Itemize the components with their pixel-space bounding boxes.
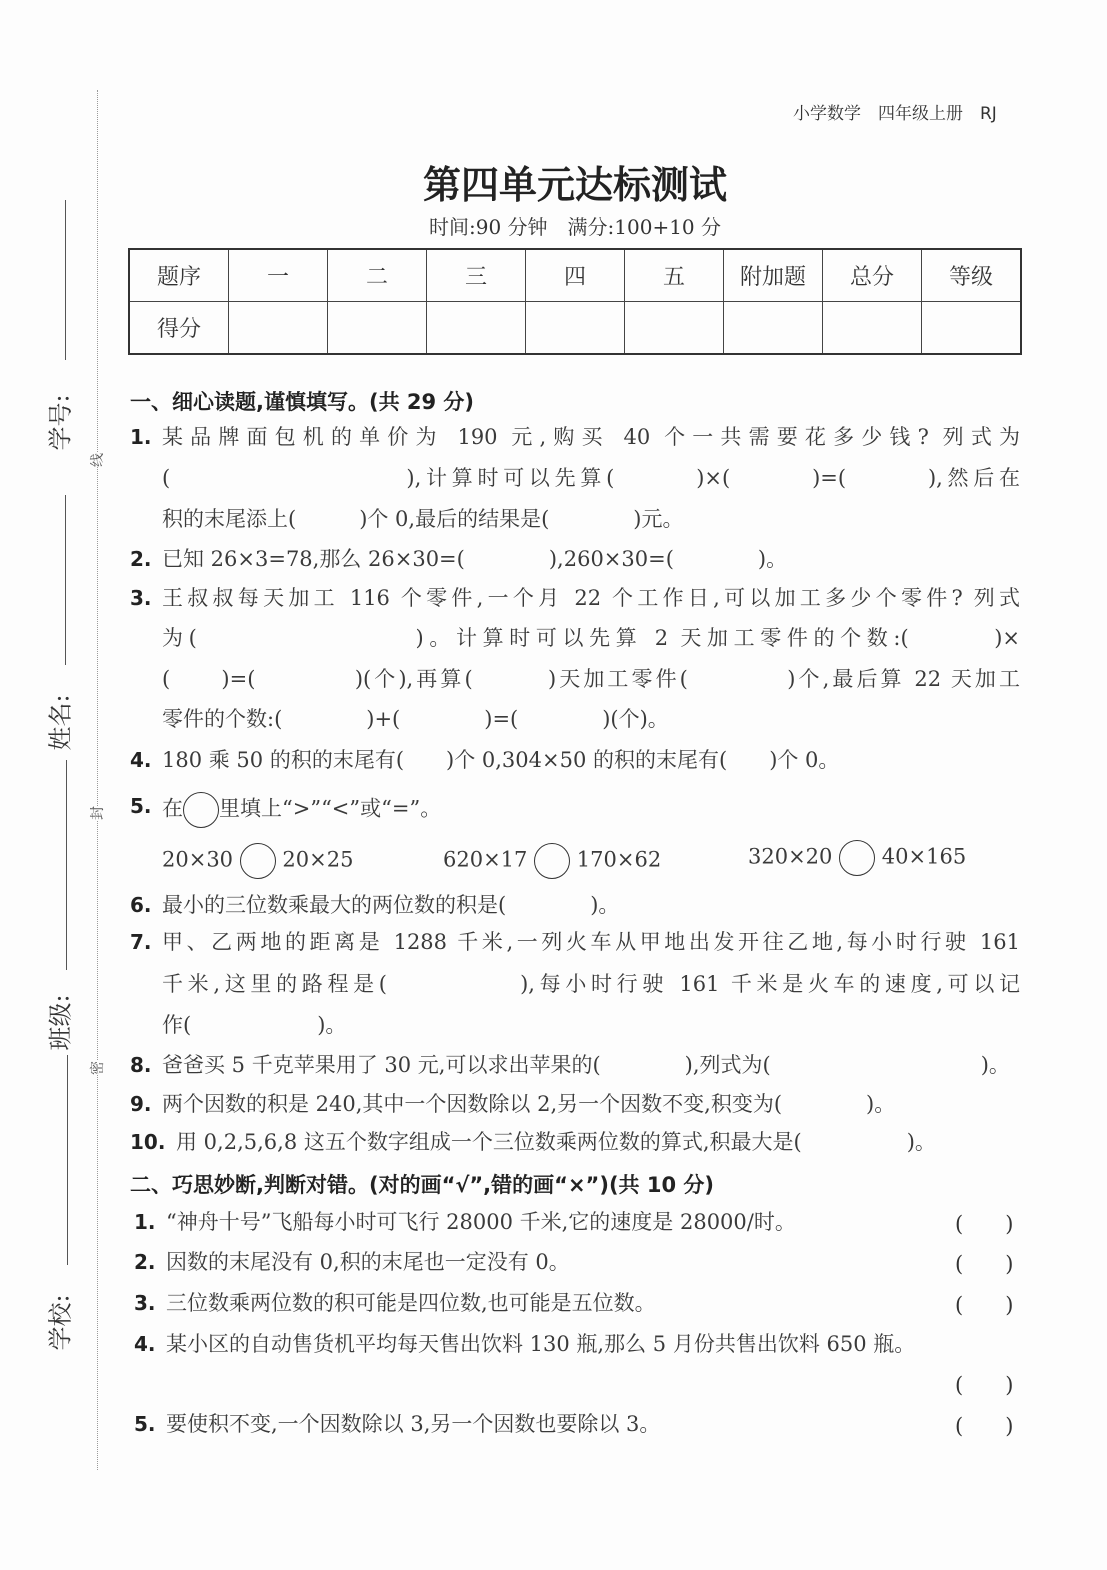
- compare-item: [443, 843, 661, 879]
- name-field[interactable]: [65, 495, 66, 665]
- table-cell: 三: [427, 249, 526, 302]
- question-text: “神舟十号”飞船每小时可飞行 28000 千米,它的速度是 28000/时。: [166, 1210, 796, 1234]
- question-text: 作( )。: [162, 1013, 347, 1037]
- section-heading: 二、巧思妙断,判断对错。(对的画“√”,错的画“×”)(共 10 分): [130, 1173, 714, 1197]
- subject-header: 小学数学 四年级上册 RJ: [793, 104, 997, 124]
- exam-info: 时间:90 分钟 满分:100+10 分: [428, 215, 722, 239]
- score-cell[interactable]: [328, 302, 427, 355]
- question-text: 两个因数的积是 240,其中一个因数除以 2,另一个因数不变,积变为( )。: [162, 1092, 896, 1116]
- question-number: 5.: [134, 1412, 156, 1436]
- question-number: 4.: [134, 1332, 156, 1356]
- question-text: 最小的三位数乘最大的两位数的积是( )。: [162, 893, 620, 917]
- name-label: 姓名:: [46, 694, 75, 751]
- question-text: 某品牌面包机的单价为 190 元,购买 40 个一共需要花多少钱? 列式为: [162, 425, 1020, 449]
- seal-mark: 封: [87, 806, 107, 820]
- table-cell: 二: [328, 249, 427, 302]
- answer-paren[interactable]: ( ): [955, 1252, 1014, 1276]
- circle-icon: [183, 792, 219, 828]
- question-text: 为( )。计算时可以先算 2 天加工零件的个数:( )×: [162, 626, 1020, 650]
- compare-circle[interactable]: [534, 843, 570, 879]
- question-number: 1.: [134, 1210, 156, 1234]
- class-label: 班级:: [46, 994, 75, 1051]
- question-text: 积的末尾添上( )个 0,最后的结果是( )元。: [162, 507, 684, 531]
- table-row: [129, 302, 1021, 355]
- question-number: 6.: [130, 893, 152, 917]
- school-field[interactable]: [67, 1055, 68, 1265]
- question-number: 7.: [130, 930, 152, 954]
- compare-item: [162, 843, 353, 879]
- section-heading: 一、细心读题,谨慎填写。(共 29 分): [130, 390, 475, 414]
- score-cell[interactable]: [427, 302, 526, 355]
- question-text: ( ),计算时可以先算( )×( )=( ),然后在: [162, 466, 1020, 490]
- score-cell[interactable]: [823, 302, 922, 355]
- question-text: 某小区的自动售货机平均每天售出饮料 130 瓶,那么 5 月份共售出饮料 650 瓶。: [166, 1332, 916, 1356]
- table-cell: 等级: [922, 249, 1022, 302]
- answer-paren[interactable]: ( ): [955, 1212, 1014, 1236]
- page-title: 第四单元达标测试: [422, 162, 727, 207]
- question-text: 要使积不变,一个因数除以 3,另一个因数也要除以 3。: [166, 1412, 661, 1436]
- compare-item: [748, 840, 966, 876]
- score-cell[interactable]: [229, 302, 328, 355]
- score-cell[interactable]: [526, 302, 625, 355]
- table-cell: 题序: [129, 249, 229, 302]
- question-text: 零件的个数:( )+( )=( )(个)。: [162, 707, 669, 731]
- expr: 320×20: [748, 844, 833, 869]
- answer-paren[interactable]: ( ): [955, 1373, 1014, 1397]
- table-cell: 四: [526, 249, 625, 302]
- question-number: 8.: [130, 1053, 152, 1077]
- question-number: 3.: [130, 586, 152, 610]
- question-text: 爸爸买 5 千克苹果用了 30 元,可以求出苹果的( ),列式为( )。: [162, 1053, 1010, 1077]
- binding-dotted-line: [97, 90, 98, 1470]
- question-text: 甲、乙两地的距离是 1288 千米,一列火车从甲地出发开往乙地,每小时行驶 161: [162, 930, 1020, 954]
- expr: 40×165: [881, 844, 967, 869]
- question-text: 王叔叔每天加工 116 个零件,一个月 22 个工作日,可以加工多少个零件? 列式: [162, 586, 1020, 610]
- expr: 170×62: [576, 847, 662, 872]
- question-number: 10.: [130, 1130, 166, 1154]
- text: 里填上“>”“<”或“=”。: [219, 796, 442, 821]
- answer-paren[interactable]: ( ): [955, 1414, 1014, 1438]
- table-row: [129, 249, 1021, 302]
- question-text: 千米,这里的路程是( ),每小时行驶 161 千米是火车的速度,可以记: [162, 972, 1020, 996]
- score-table: [128, 248, 1022, 355]
- seal-mark: 密: [87, 1061, 107, 1075]
- score-cell[interactable]: [922, 302, 1022, 355]
- score-cell[interactable]: [625, 302, 724, 355]
- table-cell: 附加题: [724, 249, 823, 302]
- question-text: 三位数乘两位数的积可能是四位数,也可能是五位数。: [166, 1291, 656, 1315]
- compare-circle[interactable]: [240, 843, 276, 879]
- question-number: 4.: [130, 748, 152, 772]
- question-text: [162, 792, 441, 828]
- table-cell: 得分: [129, 302, 229, 355]
- student-id-label: 学号:: [46, 394, 75, 451]
- text: 在: [162, 796, 183, 821]
- table-cell: 五: [625, 249, 724, 302]
- question-text: 已知 26×3=78,那么 26×30=( ),260×30=( )。: [162, 547, 788, 571]
- score-cell[interactable]: [724, 302, 823, 355]
- question-number: 3.: [134, 1291, 156, 1315]
- school-label: 学校:: [46, 1294, 75, 1351]
- expr: 20×30: [162, 847, 234, 872]
- question-text: 因数的末尾没有 0,积的末尾也一定没有 0。: [166, 1250, 570, 1274]
- table-cell: 一: [229, 249, 328, 302]
- question-text: 用 0,2,5,6,8 这五个数字组成一个三位数乘两位数的算式,积最大是( )。: [176, 1130, 936, 1154]
- compare-circle[interactable]: [839, 840, 875, 876]
- answer-paren[interactable]: ( ): [955, 1293, 1014, 1317]
- class-field[interactable]: [66, 760, 67, 970]
- expr: 620×17: [443, 847, 528, 872]
- question-number: 9.: [130, 1092, 152, 1116]
- question-text: 180 乘 50 的积的末尾有( )个 0,304×50 的积的末尾有( )个 0。: [162, 748, 840, 772]
- seal-mark: 线: [87, 453, 107, 467]
- question-number: 2.: [130, 547, 152, 571]
- table-cell: 总分: [823, 249, 922, 302]
- question-text: ( )=( )(个),再算( )天加工零件( )个,最后算 22 天加工: [162, 667, 1020, 691]
- question-number: 2.: [134, 1250, 156, 1274]
- expr: 20×25: [282, 847, 354, 872]
- question-number: 5.: [130, 794, 152, 818]
- question-number: 1.: [130, 425, 152, 449]
